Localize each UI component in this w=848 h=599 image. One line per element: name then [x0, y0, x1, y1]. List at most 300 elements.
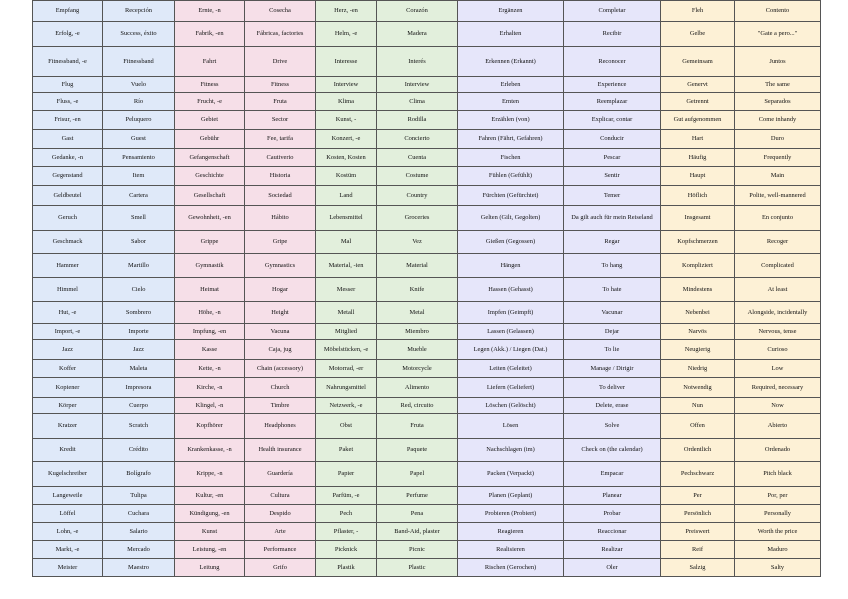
table-cell-german-verb: Fühlen (Gefühlt): [458, 167, 564, 186]
table-cell-german-adjective: Kopfschmerzen: [661, 231, 735, 254]
table-cell-translation: Pena: [377, 505, 458, 523]
table-cell-german-noun: Parfüm, -e: [316, 487, 377, 505]
table-cell-german-noun: Nahrungsmittel: [316, 378, 377, 398]
table-cell-german-adjective: Gemeinsam: [661, 47, 735, 77]
table-cell-translation: Reaccionar: [564, 523, 661, 541]
table-cell-german-noun: Impfung, -en: [175, 324, 245, 340]
table-cell-translation: Guest: [103, 130, 175, 149]
table-cell-german-noun: Geschmack: [33, 231, 103, 254]
table-cell-translation: Crédito: [103, 439, 175, 462]
table-cell-translation: Papel: [377, 462, 458, 487]
table-cell-translation: Completar: [564, 1, 661, 22]
table-cell-german-noun: Frisur, -en: [33, 111, 103, 130]
table-cell-translation: Temer: [564, 186, 661, 206]
table-cell-german-noun: Obst: [316, 414, 377, 439]
table-cell-german-noun: Picknick: [316, 541, 377, 559]
vocabulary-table: [32, 0, 821, 577]
table-cell-translation: Ordenado: [735, 439, 821, 462]
table-cell-translation: Pensamiento: [103, 149, 175, 167]
table-cell-german-noun: Empfang: [33, 1, 103, 22]
table-cell-translation: Madera: [377, 22, 458, 47]
table-cell-german-noun: Himmel: [33, 278, 103, 302]
table-cell-translation: Smell: [103, 206, 175, 231]
table-cell-german-adjective: Fleh: [661, 1, 735, 22]
table-cell-translation: Contento: [735, 1, 821, 22]
table-cell-translation: Picnic: [377, 541, 458, 559]
table-cell-translation: Recibir: [564, 22, 661, 47]
table-cell-translation: Cuchara: [103, 505, 175, 523]
table-cell-german-noun: Flug: [33, 77, 103, 93]
table-cell-german-adjective: Hart: [661, 130, 735, 149]
table-cell-german-verb: Erzählen (von): [458, 111, 564, 130]
table-row: [33, 254, 821, 278]
table-cell-german-adjective: Nun: [661, 398, 735, 414]
table-cell-translation: Juntos: [735, 47, 821, 77]
table-cell-german-verb: Lösen: [458, 414, 564, 439]
table-cell-german-noun: Land: [316, 186, 377, 206]
table-cell-translation: Material: [377, 254, 458, 278]
table-cell-translation: Now: [735, 398, 821, 414]
table-cell-translation: Come inhandy: [735, 111, 821, 130]
table-cell-translation: Interview: [377, 77, 458, 93]
table-cell-german-noun: Lohn, -e: [33, 523, 103, 541]
table-cell-german-noun: Hammer: [33, 254, 103, 278]
table-cell-translation: Cuerpo: [103, 398, 175, 414]
table-cell-translation: Knife: [377, 278, 458, 302]
table-cell-translation: Check on (the calendar): [564, 439, 661, 462]
table-cell-translation: Corazón: [377, 1, 458, 22]
table-cell-german-verb: Impfen (Geimpft): [458, 302, 564, 324]
table-row: [33, 462, 821, 487]
table-cell-german-verb: Realisieren: [458, 541, 564, 559]
table-cell-german-noun: Gast: [33, 130, 103, 149]
table-cell-german-adjective: Nebenbei: [661, 302, 735, 324]
table-cell-translation: Height: [245, 302, 316, 324]
table-cell-german-adjective: Mindestens: [661, 278, 735, 302]
table-cell-german-noun: Motorrad, -er: [316, 360, 377, 378]
table-cell-translation: Vuelo: [103, 77, 175, 93]
table-cell-translation: Frequently: [735, 149, 821, 167]
table-cell-german-adjective: Häufig: [661, 149, 735, 167]
table-cell-translation: Fitness: [245, 77, 316, 93]
table-cell-translation: Caja, jug: [245, 340, 316, 360]
table-cell-translation: Sombrero: [103, 302, 175, 324]
table-row: [33, 77, 821, 93]
table-cell-german-noun: Fabrik, -en: [175, 22, 245, 47]
table-row: [33, 324, 821, 340]
table-cell-translation: Duro: [735, 130, 821, 149]
table-cell-german-verb: Fischen: [458, 149, 564, 167]
table-cell-german-noun: Kunst: [175, 523, 245, 541]
table-cell-translation: Maestro: [103, 559, 175, 577]
table-cell-german-noun: Geschichte: [175, 167, 245, 186]
table-cell-german-verb: Erkennen (Erkannt): [458, 47, 564, 77]
table-cell-translation: Miembro: [377, 324, 458, 340]
table-cell-german-noun: Kette, -n: [175, 360, 245, 378]
table-cell-translation: Sabor: [103, 231, 175, 254]
table-row: [33, 439, 821, 462]
table-cell-german-adjective: Gut aufgenommen: [661, 111, 735, 130]
table-cell-translation: Interés: [377, 47, 458, 77]
table-cell-translation: Reemplazar: [564, 93, 661, 111]
table-cell-translation: Metal: [377, 302, 458, 324]
table-cell-translation: Clima: [377, 93, 458, 111]
table-cell-translation: Importe: [103, 324, 175, 340]
table-cell-german-noun: Pflaster, -: [316, 523, 377, 541]
table-cell-translation: Pitch black: [735, 462, 821, 487]
table-row: [33, 130, 821, 149]
table-cell-german-noun: Koffer: [33, 360, 103, 378]
table-cell-translation: Cautiverio: [245, 149, 316, 167]
vocabulary-table-body: [33, 1, 821, 577]
table-cell-german-noun: Markt, -e: [33, 541, 103, 559]
table-cell-german-adjective: Pechschwarz: [661, 462, 735, 487]
table-cell-german-noun: Fluss, -e: [33, 93, 103, 111]
table-cell-translation: Complicated: [735, 254, 821, 278]
table-cell-translation: Conducir: [564, 130, 661, 149]
table-cell-german-verb: Hängen: [458, 254, 564, 278]
table-cell-german-verb: Fahren (Fährt, Gefahren): [458, 130, 564, 149]
table-cell-translation: Success, éxito: [103, 22, 175, 47]
table-cell-german-adjective: Offen: [661, 414, 735, 439]
table-cell-translation: Cultura: [245, 487, 316, 505]
table-cell-german-noun: Gewohnheit, -en: [175, 206, 245, 231]
table-cell-german-noun: Netzwerk, -e: [316, 398, 377, 414]
table-cell-translation: To lie: [564, 340, 661, 360]
table-cell-german-verb: Packen (Verpackt): [458, 462, 564, 487]
table-cell-translation: Planear: [564, 487, 661, 505]
table-cell-german-noun: Langeweile: [33, 487, 103, 505]
table-cell-german-verb: Fürchten (Gefürchtet): [458, 186, 564, 206]
table-cell-translation: Regar: [564, 231, 661, 254]
table-cell-german-noun: Kopiener: [33, 378, 103, 398]
table-cell-german-verb: Erhalten: [458, 22, 564, 47]
table-cell-translation: Drive: [245, 47, 316, 77]
table-cell-german-adjective: Salzig: [661, 559, 735, 577]
table-cell-german-noun: Hut, -e: [33, 302, 103, 324]
table-cell-german-noun: Fitnessband, -e: [33, 47, 103, 77]
table-cell-german-verb: Probieren (Probiert): [458, 505, 564, 523]
table-cell-translation: Peluquero: [103, 111, 175, 130]
table-row: [33, 111, 821, 130]
table-cell-german-noun: Geruch: [33, 206, 103, 231]
table-row: [33, 206, 821, 231]
table-cell-german-noun: Heimat: [175, 278, 245, 302]
table-cell-german-noun: Messer: [316, 278, 377, 302]
table-cell-german-verb: Gießen (Gegossen): [458, 231, 564, 254]
table-cell-german-noun: Papier: [316, 462, 377, 487]
table-cell-german-noun: Kasse: [175, 340, 245, 360]
table-cell-translation: Tulipa: [103, 487, 175, 505]
table-row: [33, 541, 821, 559]
table-cell-german-adjective: Neugierig: [661, 340, 735, 360]
table-cell-translation: En conjunto: [735, 206, 821, 231]
table-cell-translation: Despido: [245, 505, 316, 523]
table-cell-german-noun: Gegenstand: [33, 167, 103, 186]
table-cell-translation: Required, necessary: [735, 378, 821, 398]
table-row: [33, 360, 821, 378]
table-row: [33, 149, 821, 167]
table-cell-translation: "Gate a pero...": [735, 22, 821, 47]
table-cell-translation: Fruta: [377, 414, 458, 439]
table-cell-german-noun: Plastik: [316, 559, 377, 577]
table-cell-translation: Gymnastics: [245, 254, 316, 278]
table-cell-german-noun: Interesse: [316, 47, 377, 77]
table-cell-translation: Personally: [735, 505, 821, 523]
table-cell-translation: At least: [735, 278, 821, 302]
table-cell-translation: Fee, tarifa: [245, 130, 316, 149]
table-cell-german-noun: Kopfhörer: [175, 414, 245, 439]
table-cell-german-verb: Legen (Akk.) / Liegen (Dat.): [458, 340, 564, 360]
table-cell-translation: Headphones: [245, 414, 316, 439]
table-cell-german-noun: Interview: [316, 77, 377, 93]
table-cell-translation: Salty: [735, 559, 821, 577]
table-cell-translation: Realizar: [564, 541, 661, 559]
table-cell-translation: Jazz: [103, 340, 175, 360]
table-cell-german-noun: Import, -e: [33, 324, 103, 340]
table-cell-german-noun: Lebensmittel: [316, 206, 377, 231]
table-cell-german-adjective: Preiswert: [661, 523, 735, 541]
table-cell-translation: Plastic: [377, 559, 458, 577]
table-cell-translation: Delete, erase: [564, 398, 661, 414]
table-cell-translation: Vacuna: [245, 324, 316, 340]
table-cell-translation: Fruta: [245, 93, 316, 111]
table-cell-translation: Mercado: [103, 541, 175, 559]
table-cell-translation: Chain (accessory): [245, 360, 316, 378]
table-cell-german-noun: Klima: [316, 93, 377, 111]
table-row: [33, 378, 821, 398]
table-cell-translation: Rodilla: [377, 111, 458, 130]
table-cell-translation: Salario: [103, 523, 175, 541]
table-cell-translation: Polite, well-mannered: [735, 186, 821, 206]
table-cell-german-adjective: Notwendig: [661, 378, 735, 398]
table-cell-german-adjective: Reif: [661, 541, 735, 559]
table-row: [33, 398, 821, 414]
table-cell-translation: Manage / Dirigir: [564, 360, 661, 378]
table-cell-translation: Worth the price: [735, 523, 821, 541]
table-cell-translation: Low: [735, 360, 821, 378]
table-cell-german-noun: Kündigung, -en: [175, 505, 245, 523]
table-cell-translation: Cartera: [103, 186, 175, 206]
table-cell-translation: Scratch: [103, 414, 175, 439]
table-cell-german-noun: Körper: [33, 398, 103, 414]
table-cell-german-noun: Möbelstücken, -e: [316, 340, 377, 360]
table-cell-german-noun: Kunst, -: [316, 111, 377, 130]
table-cell-german-adjective: Getrennt: [661, 93, 735, 111]
table-row: [33, 523, 821, 541]
table-cell-german-noun: Kostüm: [316, 167, 377, 186]
table-cell-translation: Item: [103, 167, 175, 186]
table-cell-translation: Impresora: [103, 378, 175, 398]
table-cell-german-noun: Krankenkasse, -n: [175, 439, 245, 462]
table-cell-german-verb: Erleben: [458, 77, 564, 93]
table-row: [33, 93, 821, 111]
table-cell-translation: Hábito: [245, 206, 316, 231]
table-cell-german-adjective: Narvös: [661, 324, 735, 340]
table-cell-translation: Por, per: [735, 487, 821, 505]
table-cell-translation: Vez: [377, 231, 458, 254]
table-cell-german-noun: Fitness: [175, 77, 245, 93]
table-cell-translation: Band-Aid, plaster: [377, 523, 458, 541]
table-cell-german-noun: Jazz: [33, 340, 103, 360]
table-cell-german-verb: Liefern (Geliefert): [458, 378, 564, 398]
table-cell-german-noun: Leistung, -en: [175, 541, 245, 559]
table-cell-translation: Main: [735, 167, 821, 186]
table-cell-german-adjective: Insgesamt: [661, 206, 735, 231]
table-cell-translation: Maleta: [103, 360, 175, 378]
table-cell-german-verb: Rischen (Gerochen): [458, 559, 564, 577]
table-cell-translation: Sociedad: [245, 186, 316, 206]
table-cell-translation: Church: [245, 378, 316, 398]
table-cell-translation: Country: [377, 186, 458, 206]
table-cell-german-noun: Kugelschreiber: [33, 462, 103, 487]
table-cell-german-noun: Gebühr: [175, 130, 245, 149]
table-cell-translation: Separados: [735, 93, 821, 111]
table-cell-translation: Cielo: [103, 278, 175, 302]
table-cell-german-noun: Löffel: [33, 505, 103, 523]
table-cell-german-noun: Ernte, -n: [175, 1, 245, 22]
table-cell-translation: Cuenta: [377, 149, 458, 167]
table-cell-german-noun: Meister: [33, 559, 103, 577]
table-row: [33, 505, 821, 523]
table-cell-german-verb: Leiten (Geleitet): [458, 360, 564, 378]
table-cell-translation: Guardería: [245, 462, 316, 487]
table-cell-german-noun: Kirche, -n: [175, 378, 245, 398]
table-cell-german-verb: Nachschlagen (im): [458, 439, 564, 462]
table-row: [33, 302, 821, 324]
table-cell-translation: Timbre: [245, 398, 316, 414]
table-cell-translation: Groceries: [377, 206, 458, 231]
table-cell-german-noun: Klingel, -n: [175, 398, 245, 414]
table-cell-translation: Concierto: [377, 130, 458, 149]
table-cell-translation: Sentir: [564, 167, 661, 186]
table-cell-translation: Historia: [245, 167, 316, 186]
table-cell-german-verb: Ernten: [458, 93, 564, 111]
table-cell-translation: Bolígrafo: [103, 462, 175, 487]
table-cell-german-noun: Gefangenschaft: [175, 149, 245, 167]
table-cell-german-noun: Material, -ien: [316, 254, 377, 278]
table-cell-translation: To hang: [564, 254, 661, 278]
table-cell-german-adjective: Niedrig: [661, 360, 735, 378]
table-cell-translation: Abierto: [735, 414, 821, 439]
table-cell-translation: Recepción: [103, 1, 175, 22]
table-row: [33, 278, 821, 302]
table-cell-translation: Alimento: [377, 378, 458, 398]
table-cell-translation: Nervous, tense: [735, 324, 821, 340]
table-cell-german-noun: Paket: [316, 439, 377, 462]
table-cell-german-verb: Planen (Geplant): [458, 487, 564, 505]
table-cell-german-noun: Erfolg, -e: [33, 22, 103, 47]
table-cell-german-noun: Pech: [316, 505, 377, 523]
table-cell-translation: Fitnessband: [103, 47, 175, 77]
table-cell-translation: Probar: [564, 505, 661, 523]
table-row: [33, 167, 821, 186]
table-cell-translation: Perfume: [377, 487, 458, 505]
table-cell-translation: Vacunar: [564, 302, 661, 324]
table-cell-german-adjective: Haupt: [661, 167, 735, 186]
table-row: [33, 559, 821, 577]
table-cell-german-adjective: Höflich: [661, 186, 735, 206]
table-cell-german-adjective: Genervt: [661, 77, 735, 93]
table-cell-translation: The same: [735, 77, 821, 93]
table-cell-translation: To hate: [564, 278, 661, 302]
table-cell-german-noun: Metall: [316, 302, 377, 324]
table-cell-translation: Paquete: [377, 439, 458, 462]
table-cell-translation: Pescar: [564, 149, 661, 167]
table-row: [33, 487, 821, 505]
table-cell-translation: Experience: [564, 77, 661, 93]
table-cell-german-noun: Fahrt: [175, 47, 245, 77]
table-cell-translation: Empacar: [564, 462, 661, 487]
table-cell-translation: Red, circuito: [377, 398, 458, 414]
table-cell-german-noun: Gedanke, -n: [33, 149, 103, 167]
table-cell-translation: Recoger: [735, 231, 821, 254]
table-cell-translation: Curioso: [735, 340, 821, 360]
table-cell-translation: Reconocer: [564, 47, 661, 77]
table-cell-translation: Fábricas, factories: [245, 22, 316, 47]
table-cell-translation: Cosecha: [245, 1, 316, 22]
table-cell-german-verb: Reagieren: [458, 523, 564, 541]
table-cell-translation: Dejar: [564, 324, 661, 340]
table-cell-translation: Río: [103, 93, 175, 111]
table-cell-german-noun: Gesellschaft: [175, 186, 245, 206]
table-row: [33, 186, 821, 206]
table-cell-translation: Alongside, incidentally: [735, 302, 821, 324]
table-cell-translation: Solve: [564, 414, 661, 439]
table-cell-german-verb: Gelten (Gilt, Gegolten): [458, 206, 564, 231]
table-cell-translation: Sector: [245, 111, 316, 130]
table-cell-german-adjective: Ordentlich: [661, 439, 735, 462]
table-cell-german-noun: Gymnastik: [175, 254, 245, 278]
table-cell-german-adjective: Kompliziert: [661, 254, 735, 278]
table-cell-translation: Explicar, contar: [564, 111, 661, 130]
table-cell-german-noun: Konzert, -e: [316, 130, 377, 149]
table-cell-german-verb: Ergänzen: [458, 1, 564, 22]
table-cell-translation: Gripe: [245, 231, 316, 254]
table-cell-german-noun: Mitglied: [316, 324, 377, 340]
table-cell-german-noun: Kultur, -en: [175, 487, 245, 505]
table-row: [33, 1, 821, 22]
table-cell-german-noun: Kratzer: [33, 414, 103, 439]
table-cell-translation: Performance: [245, 541, 316, 559]
table-cell-translation: To deliver: [564, 378, 661, 398]
table-cell-german-noun: Geldbeutel: [33, 186, 103, 206]
table-row: [33, 22, 821, 47]
table-cell-translation: Mueble: [377, 340, 458, 360]
table-cell-german-noun: Kosten, Kosten: [316, 149, 377, 167]
table-cell-german-noun: Leitung: [175, 559, 245, 577]
table-cell-german-verb: Löschen (Gelöscht): [458, 398, 564, 414]
table-cell-german-adjective: Gelbe: [661, 22, 735, 47]
table-cell-german-noun: Frucht, -e: [175, 93, 245, 111]
table-cell-german-adjective: Per: [661, 487, 735, 505]
table-cell-translation: Oler: [564, 559, 661, 577]
table-cell-german-adjective: Persönlich: [661, 505, 735, 523]
table-cell-german-noun: Herz, -en: [316, 1, 377, 22]
table-row: [33, 231, 821, 254]
table-row: [33, 414, 821, 439]
table-cell-german-verb: Hassen (Gehasst): [458, 278, 564, 302]
table-cell-translation: Hogar: [245, 278, 316, 302]
table-cell-german-noun: Mal: [316, 231, 377, 254]
table-cell-translation: Da gilt auch für mein Reiseland: [564, 206, 661, 231]
table-row: [33, 47, 821, 77]
table-cell-translation: Maduro: [735, 541, 821, 559]
table-cell-translation: Arte: [245, 523, 316, 541]
table-cell-german-noun: Grippe: [175, 231, 245, 254]
table-cell-german-noun: Höhe, -n: [175, 302, 245, 324]
table-cell-german-noun: Kredit: [33, 439, 103, 462]
